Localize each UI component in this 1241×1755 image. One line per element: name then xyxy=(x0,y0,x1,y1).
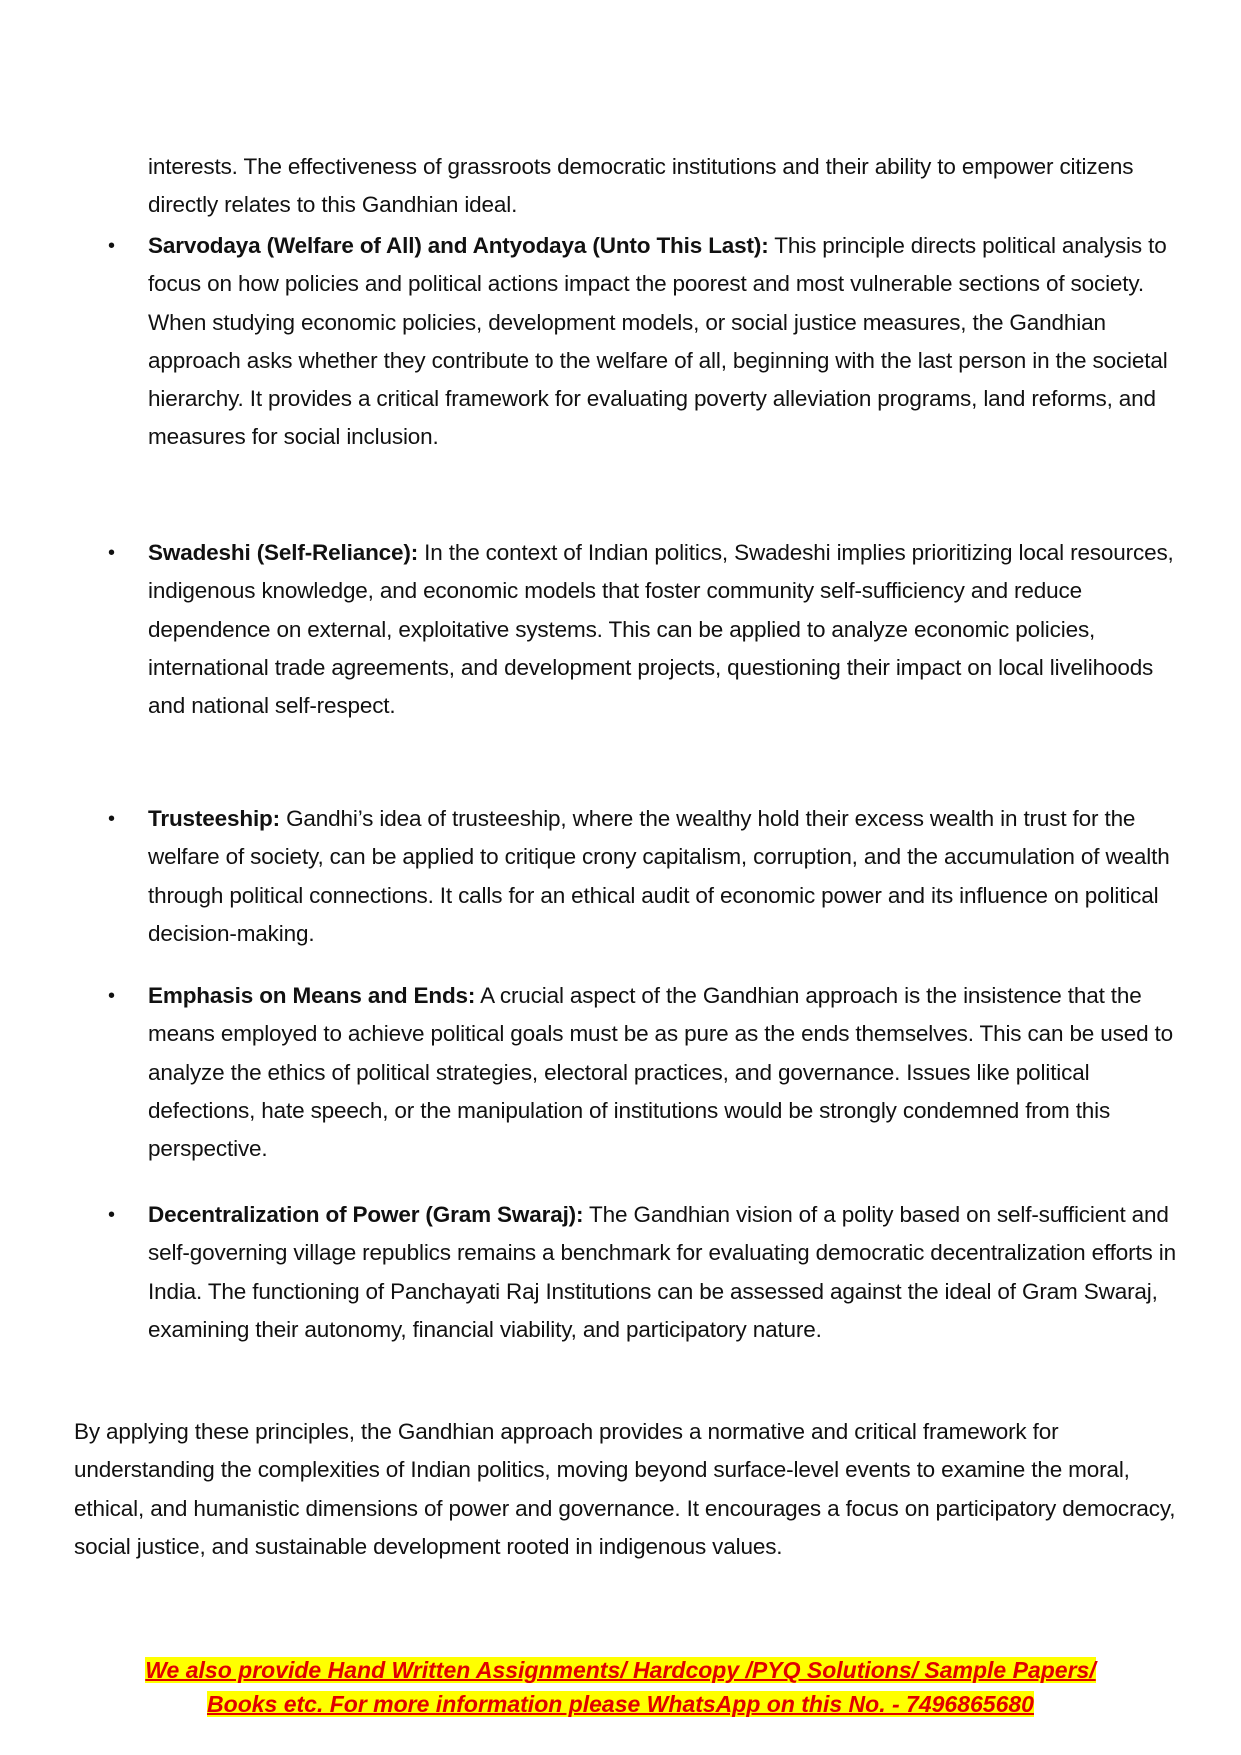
promo-line-1: We also provide Hand Written Assignments/ Hardcopy /PYQ Solutions/ Sample Papers/ xyxy=(145,1657,1096,1683)
term: Decentralization of Power (Gram Swaraj): xyxy=(148,1202,584,1227)
term: Swadeshi (Self-Reliance): xyxy=(148,540,419,565)
promo-line-2: Books etc. For more information please WhatsApp on this No. - 7496865680 xyxy=(207,1691,1034,1717)
bullet-icon: • xyxy=(108,542,115,564)
bullet-icon: • xyxy=(108,985,115,1007)
description: This principle directs political analysis to focus on how policies and political actions impact the poorest and most vulnerable sections of society. When studying economic policies, development models, or social justice measures, the Gandhian approach asks whether they contribute to the welfare of all, beginning with the last person in the societal hierarchy. It provides a critical framework for evaluating poverty alleviation programs, land reforms, and measures for social inclusion. xyxy=(148,233,1168,450)
continuation-paragraph: interests. The effectiveness of grassroots democratic institutions and their ability to empower citizens directly relates to this Gandhian ideal. xyxy=(148,154,1134,218)
description: In the context of Indian politics, Swadeshi implies prioritizing local resources, indigenous knowledge, and economic models that foster community self-sufficiency and reduce dependence on external, exploitative systems. This can be applied to analyze economic policies, international trade agreements, and development projects, questioning their impact on local livelihoods and national self-respect. xyxy=(148,540,1174,719)
term: Emphasis on Means and Ends: xyxy=(148,983,476,1008)
description: A crucial aspect of the Gandhian approach is the insistence that the means employed to achieve political goals must be as pure as the ends themselves. This can be used to analyze the ethics of political strategies, electoral practices, and governance. Issues like political defections, hate speech, or the manipulation of institutions would be strongly condemned from this perspective. xyxy=(148,983,1174,1162)
bullet-icon: • xyxy=(108,1204,115,1226)
term: Sarvodaya (Welfare of All) and Antyodaya (Unto This Last): xyxy=(148,233,769,258)
bullet-icon: • xyxy=(108,808,115,830)
term: Trusteeship: xyxy=(148,806,280,831)
description: The Gandhian vision of a polity based on self-sufficient and self-governing village republics remains a benchmark for evaluating democratic decentralization efforts in India. The functioning of Panchayati Raj Institutions can be assessed against the ideal of Gram Swaraj, examining their autonomy, financial viability, and participatory nature. xyxy=(148,1202,1176,1342)
promo-banner xyxy=(0,1653,1241,1721)
description: Gandhi’s idea of trusteeship, where the wealthy hold their excess wealth in trust for the welfare of society, can be applied to critique crony capitalism, corruption, and the accumulation of wealth through political connections. It calls for an ethical audit of economic power and its influence on political decision-making. xyxy=(148,806,1170,946)
bullet-icon: • xyxy=(108,235,115,257)
conclusion-paragraph: By applying these principles, the Gandhian approach provides a normative and critical framework for understanding the complexities of Indian politics, moving beyond surface-level events to examine the moral, ethical, and humanistic dimensions of power and governance. It encourages a focus on participatory democracy, social justice, and sustainable development rooted in indigenous values. xyxy=(74,1419,1176,1559)
